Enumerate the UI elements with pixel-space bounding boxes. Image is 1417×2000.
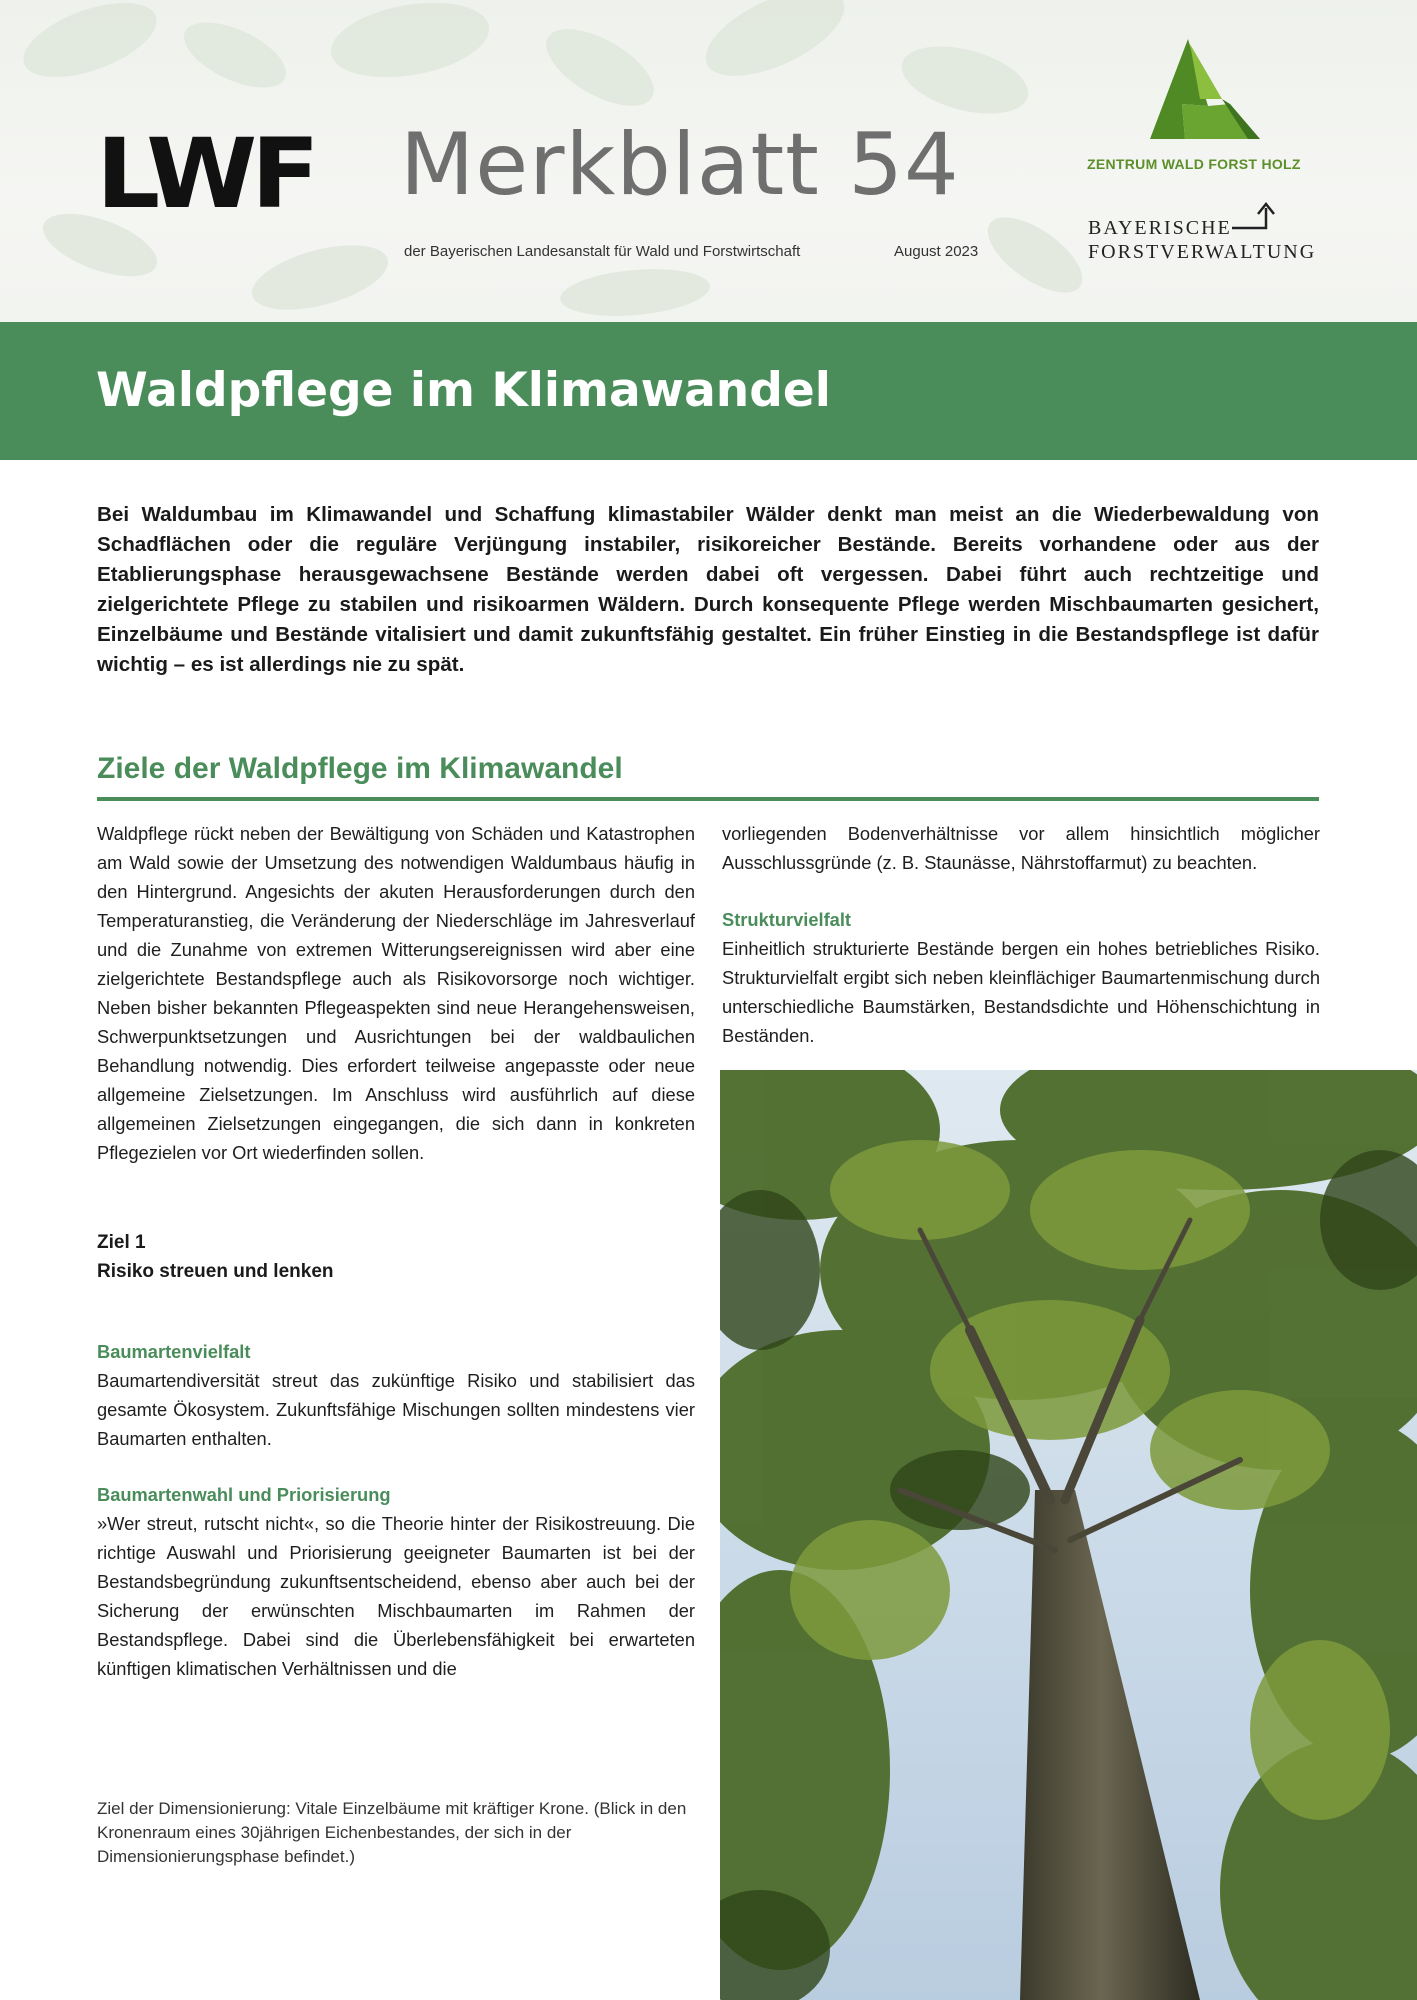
body-baumartenvielfalt (97, 1366, 695, 1453)
leaf-decoration (534, 14, 665, 122)
left-column (97, 819, 695, 1167)
body-paragraph: vorliegenden Bodenverhältnisse vor allem hinsichtlich möglicher Ausschlussgründe (z. B. Staunässe, Nährstoffarmut) zu beachten. (722, 823, 1320, 873)
body-paragraph: Waldpflege rückt neben der Bewältigung von Schäden und Katastrophen am Wald sowie der Umsetzung des notwendigen Waldumbaus häufig in den Hintergrund. Angesichts der akuten Herausforderungen durch den Temperaturanstieg, die Veränderung der Niederschläge im Jahresverlauf und die Zunahme von extremen Witterungsereignissen wird aber eine zielgerichtete Bestandspflege auch als Risikovorsorge noch wichtiger. Neben bisher bekannten Pflegeaspekten sind neue Herangehensweisen, Schwerpunktsetzungen und Ausrichtungen bei der waldbaulichen Behandlung notwendig. Dies erfordert teilweise angepasste oder neue allgemeine Zielsetzungen. Im Anschluss wird ausführlich auf diese allgemeinen Zielsetzungen eingegangen, die sich dann in konkreten Pflegezielen vor Ort wiederfinden sollen. (97, 823, 695, 1163)
subheading-baumartenwahl: Baumartenwahl und Priorisierung (97, 1484, 391, 1505)
goal-label: Ziel 1 (97, 1232, 146, 1253)
canopy-illustration (720, 1070, 1417, 2000)
photo-caption: Ziel der Dimensionierung: Vitale Einzelbäume mit kräftiger Krone. (Blick in den Kronenraum eines 30jährigen Eichenbestandes, der sich in der Dimensionierungsphase befindet.) (97, 1799, 687, 1866)
goal-title: Risiko streuen und lenken (97, 1261, 334, 1282)
leaf-decoration (894, 34, 1035, 126)
forstverwaltung-line2: FORSTVERWALTUNG (1088, 241, 1317, 263)
leaf-decoration (693, 0, 856, 94)
merkblatt-title: Merkblatt 54 (400, 115, 960, 215)
forstverwaltung-arrow-icon (1232, 200, 1276, 240)
body-strukturvielfalt (722, 934, 1320, 1050)
forstverwaltung-logo-text (1088, 216, 1316, 264)
body-paragraph: Einheitlich strukturierte Bestände bergen ein hohes betriebliches Risiko. Strukturvielfalt ergibt sich neben kleinflächiger Baumartenmischung durch unterschiedliche Baumstärken, Bestandsdichte und Höhenschichtung in Beständen. (722, 938, 1320, 1046)
body-paragraph: Baumartendiversität streut das zukünftige Risiko und stabilisiert das gesamte Ökosystem. Zukunftsfähige Mischungen sollten mindestens vier Baumarten enthalten. (97, 1370, 695, 1449)
zentrum-logo-text: ZENTRUM WALD FORST HOLZ (1087, 156, 1301, 172)
page-title: Waldpflege im Klimawandel (96, 363, 831, 418)
lwf-logo: LWF (96, 118, 314, 230)
leaf-decoration (976, 203, 1095, 307)
zentrum-triangle-logo-icon (1130, 34, 1280, 144)
section-divider (97, 797, 1319, 801)
right-column (722, 819, 1320, 877)
body-baumartenwahl (97, 1509, 695, 1683)
oak-canopy-photo (720, 1070, 1417, 2000)
leaf-decoration (325, 0, 495, 88)
subheading-baumartenvielfalt: Baumartenvielfalt (97, 1341, 251, 1362)
leaf-decoration (245, 233, 394, 322)
intro-paragraph: Bei Waldumbau im Klimawandel und Schaffung klimastabiler Wälder denkt man meist an die Wiederbewaldung von Schadflächen oder die reguläre Verjüngung instabiler, risikoreicher Bestände. Bereits vorhandene oder aus der Etablierungsphase herausgewachsene Bestände werden dabei oft vergessen. Dabei führt auch rechtzeitige und zielgerichtete Pflege zu stabilen und risikoarmen Wäldern. Durch konsequente Pflege werden Mischbaumarten gesichert, Einzelbäume und Bestände vitalisiert und damit zukunftsfähig gestaltet. Ein früher Einstieg in die Bestandspflege ist dafür wichtig – es ist allerdings nie zu spät. (97, 503, 1319, 676)
section-heading: Ziele der Waldpflege im Klimawandel (97, 752, 623, 785)
publisher-subtitle: der Bayerischen Landesanstalt für Wald und Forstwirtschaft (404, 243, 801, 260)
page-header (0, 0, 1417, 322)
leaf-decoration (14, 0, 166, 92)
body-paragraph: »Wer streut, rutscht nicht«, so die Theorie hinter der Risikostreuung. Die richtige Auswahl und Priorisierung geeigneter Baumarten ist bei der Bestandsbegründung zukunftsentscheidend, ebenso aber auch bei der Sicherung der erwünschten Mischbaumarten im Rahmen der Bestandspflege. Dabei sind die Überlebensfähigkeit bei erwarteten künftigen klimatischen Verhältnissen und die (97, 1513, 695, 1679)
leaf-decoration (558, 264, 711, 322)
title-band (0, 322, 1417, 460)
forstverwaltung-line1: BAYERISCHE (1088, 217, 1232, 239)
issue-date: August 2023 (894, 243, 979, 260)
subheading-strukturvielfalt: Strukturvielfalt (722, 909, 852, 930)
leaf-decoration (175, 9, 296, 101)
